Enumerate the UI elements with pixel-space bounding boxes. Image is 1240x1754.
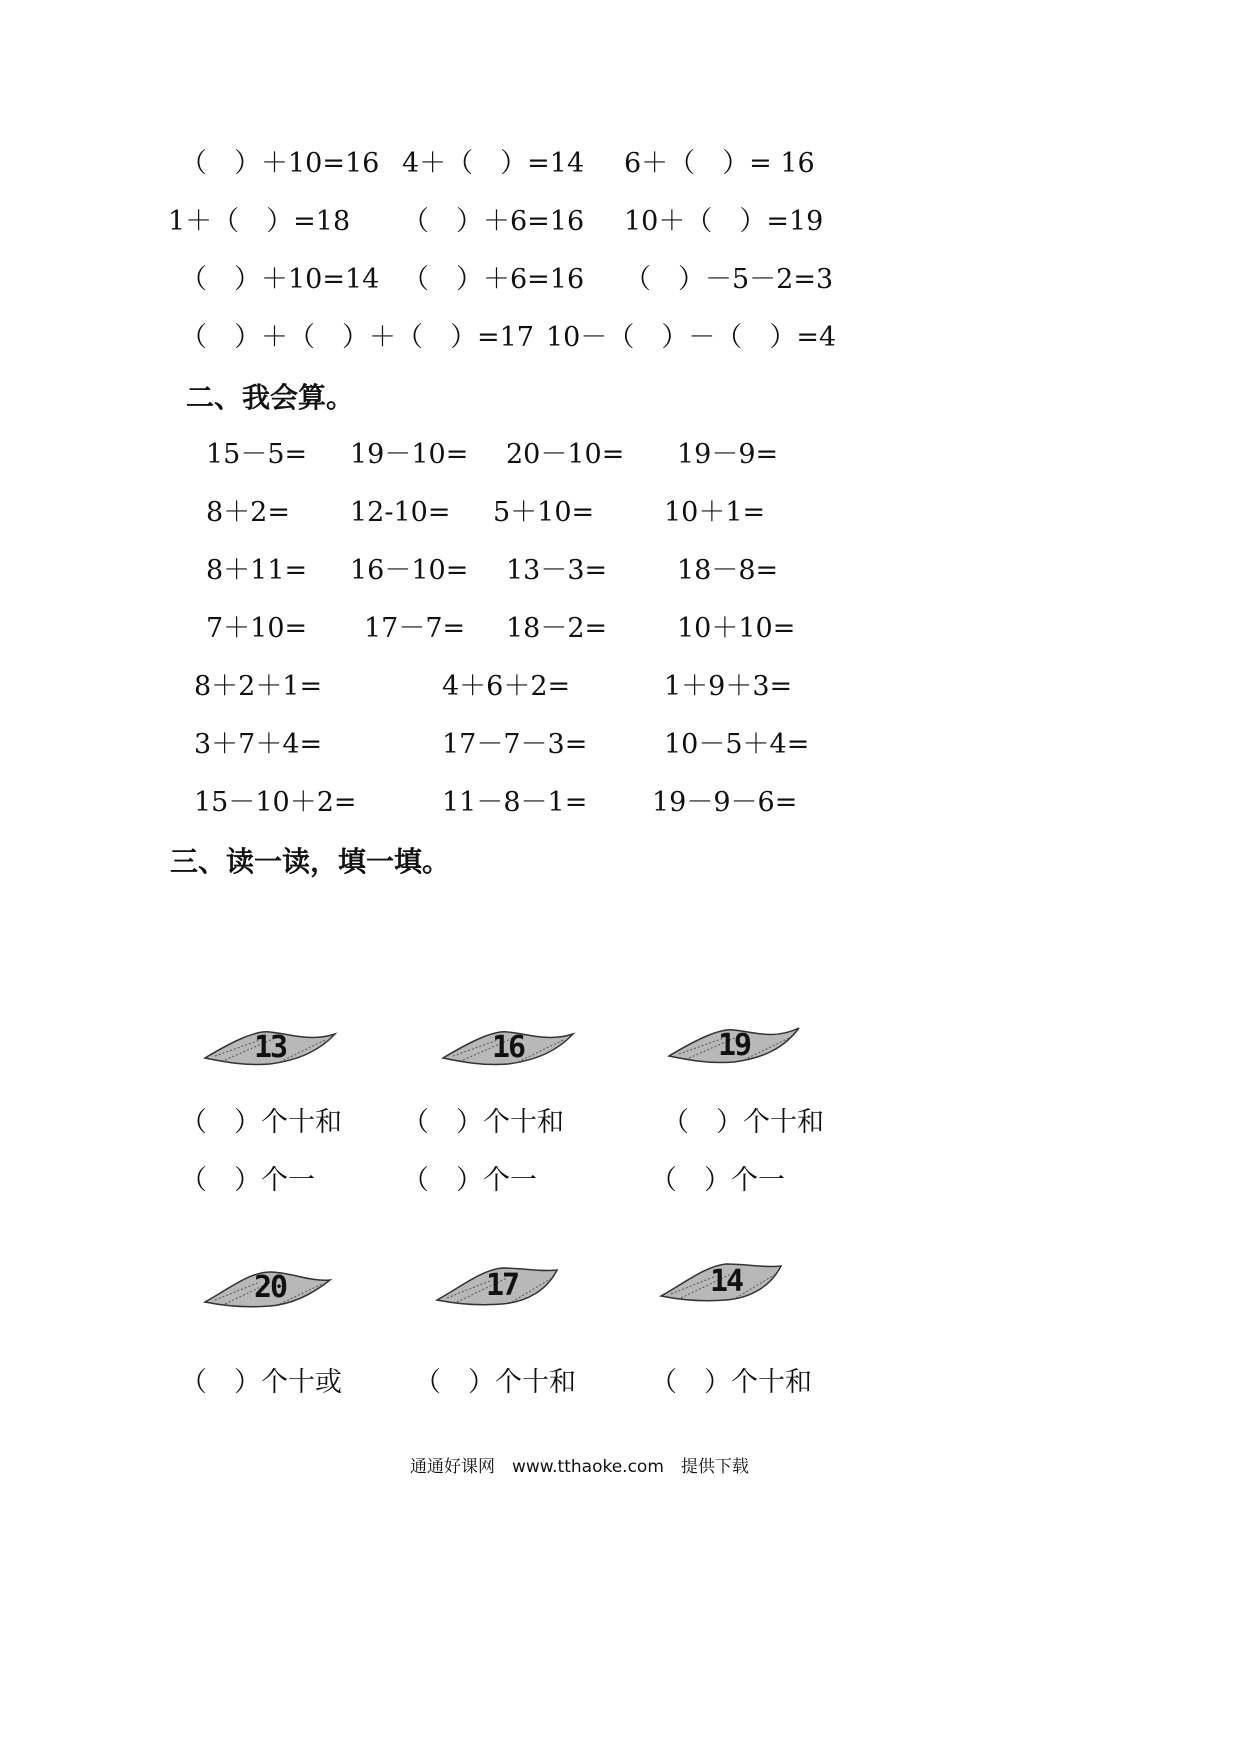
number-badge [200, 1258, 340, 1318]
calc-4-1: 7＋10= [206, 613, 308, 644]
fill-blank-2-1: 1＋（ ）=18 [168, 206, 351, 237]
calc-5-1: 8＋2＋1= [194, 671, 323, 702]
calc-6-1: 3＋7＋4= [194, 729, 323, 760]
badge-number: 13 [253, 1030, 287, 1065]
calc-3-2: 16－10= [350, 555, 469, 586]
calc-2-1: 8＋2= [206, 497, 290, 528]
calc-3-3: 13－3= [506, 555, 608, 586]
calc-1-4: 19－9= [677, 439, 779, 470]
ones-blank-2: （ ）个一 [402, 1165, 537, 1196]
fill-blank-3-2: （ ）＋6=16 [402, 264, 585, 295]
number-badge [200, 1018, 340, 1078]
badge-number: 14 [709, 1264, 743, 1299]
calc-6-2: 17－7－3= [442, 729, 588, 760]
calc-7-1: 15－10＋2= [194, 787, 357, 818]
fill-blank-3-3: （ ）－5－2=3 [624, 264, 834, 295]
fill-blank-1-1: （ ）＋10=16 [180, 148, 380, 179]
fill-blank-1-2: 4＋（ ）=14 [402, 148, 585, 179]
calc-1-1: 15－5= [206, 439, 308, 470]
badge-number: 17 [485, 1268, 519, 1303]
calc-4-4: 10＋10= [677, 613, 796, 644]
fill-blank-3-1: （ ）＋10=14 [180, 264, 380, 295]
tens-blank-3: （ ）个十和 [662, 1107, 824, 1138]
section2-title: 二、我会算。 [186, 381, 355, 414]
calc-7-3: 19－9－6= [652, 787, 798, 818]
tens-blank-6: （ ）个十和 [650, 1367, 812, 1398]
footer-credit: 通通好课网 www.tthaoke.com 提供下载 [410, 1457, 749, 1477]
number-badge [432, 1256, 572, 1316]
calc-5-3: 1＋9＋3= [664, 671, 793, 702]
ones-blank-3: （ ）个一 [650, 1165, 785, 1196]
calc-1-2: 19－10= [350, 439, 469, 470]
fill-blank-4-1: （ ）＋（ ）＋（ ）=17 [180, 322, 534, 353]
fill-blank-2-3: 10＋（ ）=19 [624, 206, 824, 237]
tens-blank-2: （ ）个十和 [402, 1107, 564, 1138]
calc-4-2: 17－7= [364, 613, 466, 644]
ones-blank-1: （ ）个一 [180, 1165, 315, 1196]
section3-title: 三、读一读，填一填。 [170, 845, 451, 878]
calc-2-4: 10＋1= [664, 497, 766, 528]
calc-7-2: 11－8－1= [442, 787, 588, 818]
tens-blank-1: （ ）个十和 [180, 1107, 342, 1138]
calc-2-3: 5＋10= [493, 497, 595, 528]
calc-6-3: 10－5＋4= [664, 729, 810, 760]
number-badge [438, 1018, 578, 1078]
calc-4-3: 18－2= [506, 613, 608, 644]
tens-blank-4: （ ）个十或 [180, 1367, 342, 1398]
badge-number: 16 [491, 1030, 525, 1065]
calc-3-4: 18－8= [677, 555, 779, 586]
fill-blank-4-2: 10－（ ）－（ ）=4 [546, 322, 837, 353]
number-badge [664, 1016, 804, 1076]
fill-blank-1-3: 6＋（ ）= 16 [624, 148, 815, 179]
calc-3-1: 8＋11= [206, 555, 308, 586]
badge-number: 19 [717, 1028, 751, 1063]
number-badge [656, 1252, 796, 1312]
badge-number: 20 [253, 1270, 287, 1305]
calc-1-3: 20－10= [506, 439, 625, 470]
tens-blank-5: （ ）个十和 [414, 1367, 576, 1398]
calc-2-2: 12-10= [350, 497, 451, 528]
fill-blank-2-2: （ ）＋6=16 [402, 206, 585, 237]
calc-5-2: 4＋6＋2= [442, 671, 571, 702]
